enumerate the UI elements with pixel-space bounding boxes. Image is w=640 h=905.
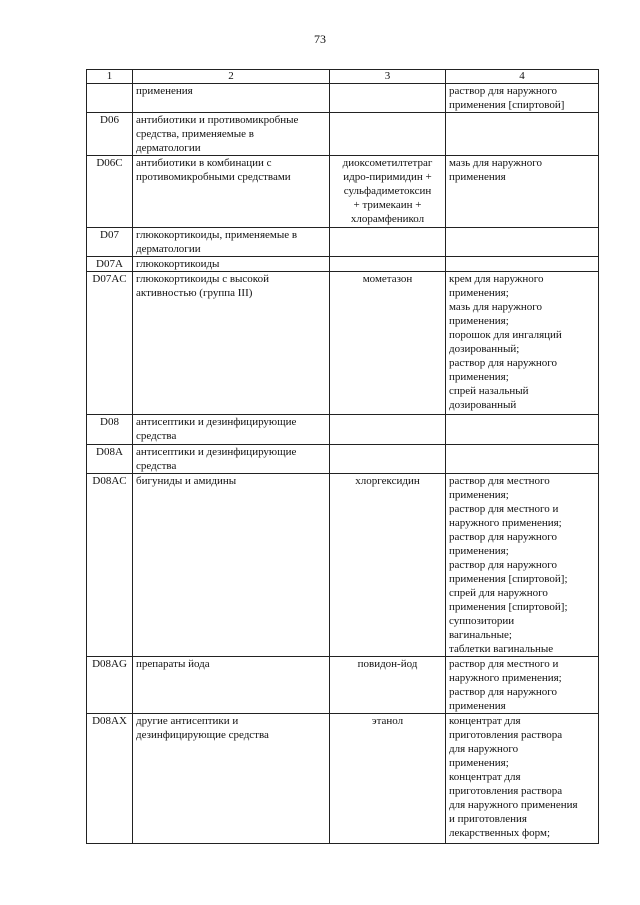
dosage-form: крем для наружного применения; мазь для наружного применения; порошок для ингаляций дозированный; раствор для наружного применения; спрей назальный дозированный bbox=[446, 272, 599, 415]
table-row bbox=[87, 474, 599, 657]
substance-name bbox=[330, 445, 446, 474]
group-name: применения bbox=[133, 84, 330, 113]
dosage-form bbox=[446, 228, 599, 257]
table-row bbox=[87, 272, 599, 415]
group-name: антисептики и дезинфицирующие средства bbox=[133, 445, 330, 474]
substance-name bbox=[330, 113, 446, 156]
substance-name: диоксометилтетраг идро-пиримидин + сульфадиметоксин + тримекаин + хлорамфеникол bbox=[330, 156, 446, 228]
table-row bbox=[87, 156, 599, 228]
group-name: бигуниды и амидины bbox=[133, 474, 330, 657]
atc-code: D06C bbox=[87, 156, 133, 228]
group-name: антибиотики в комбинации с противомикробными средствами bbox=[133, 156, 330, 228]
table-row bbox=[87, 657, 599, 714]
substance-name: хлоргексидин bbox=[330, 474, 446, 657]
table-row bbox=[87, 415, 599, 445]
atc-code: D07 bbox=[87, 228, 133, 257]
substance-name: этанол bbox=[330, 714, 446, 844]
group-name: антибиотики и противомикробные средства, применяемые в дерматологии bbox=[133, 113, 330, 156]
table-row bbox=[87, 228, 599, 257]
dosage-form bbox=[446, 445, 599, 474]
atc-code: D08A bbox=[87, 445, 133, 474]
header-cell: 3 bbox=[330, 70, 446, 84]
drug-classification-table bbox=[86, 69, 599, 844]
header-cell: 4 bbox=[446, 70, 599, 84]
substance-name: повидон-йод bbox=[330, 657, 446, 714]
table-row bbox=[87, 257, 599, 272]
substance-name: мометазон bbox=[330, 272, 446, 415]
dosage-form bbox=[446, 113, 599, 156]
atc-code: D08AX bbox=[87, 714, 133, 844]
atc-code bbox=[87, 84, 133, 113]
dosage-form bbox=[446, 415, 599, 445]
table-row bbox=[87, 84, 599, 113]
substance-name bbox=[330, 415, 446, 445]
table-header-row bbox=[87, 70, 599, 84]
atc-code: D07A bbox=[87, 257, 133, 272]
dosage-form: концентрат для приготовления раствора для наружного применения; концентрат для приготовления раствора для наружного применения и приготовления лекарственных форм; bbox=[446, 714, 599, 844]
group-name: глюкокортикоиды bbox=[133, 257, 330, 272]
substance-name bbox=[330, 84, 446, 113]
header-cell: 1 bbox=[87, 70, 133, 84]
atc-code: D08AG bbox=[87, 657, 133, 714]
dosage-form: раствор для наружного применения [спиртовой] bbox=[446, 84, 599, 113]
dosage-form bbox=[446, 257, 599, 272]
group-name: антисептики и дезинфицирующие средства bbox=[133, 415, 330, 445]
atc-code: D08AC bbox=[87, 474, 133, 657]
group-name: глюкокортикоиды, применяемые в дерматологии bbox=[133, 228, 330, 257]
table-row bbox=[87, 445, 599, 474]
page-number: 73 bbox=[314, 32, 326, 46]
group-name: препараты йода bbox=[133, 657, 330, 714]
header-cell: 2 bbox=[133, 70, 330, 84]
dosage-form: раствор для местного и наружного применения; раствор для наружного применения bbox=[446, 657, 599, 714]
table-row bbox=[87, 113, 599, 156]
atc-code: D06 bbox=[87, 113, 133, 156]
substance-name bbox=[330, 257, 446, 272]
atc-code: D08 bbox=[87, 415, 133, 445]
atc-code: D07AC bbox=[87, 272, 133, 415]
group-name: другие антисептики и дезинфицирующие средства bbox=[133, 714, 330, 844]
dosage-form: раствор для местного применения; раствор для местного и наружного применения; раствор для наружного применения; раствор для наружного применения [спиртовой]; спрей для наружного применения [спиртовой]; суппозитории вагинальные; таблетки вагинальные bbox=[446, 474, 599, 657]
dosage-form: мазь для наружного применения bbox=[446, 156, 599, 228]
table-row bbox=[87, 714, 599, 844]
substance-name bbox=[330, 228, 446, 257]
group-name: глюкокортикоиды с высокой активностью (группа III) bbox=[133, 272, 330, 415]
